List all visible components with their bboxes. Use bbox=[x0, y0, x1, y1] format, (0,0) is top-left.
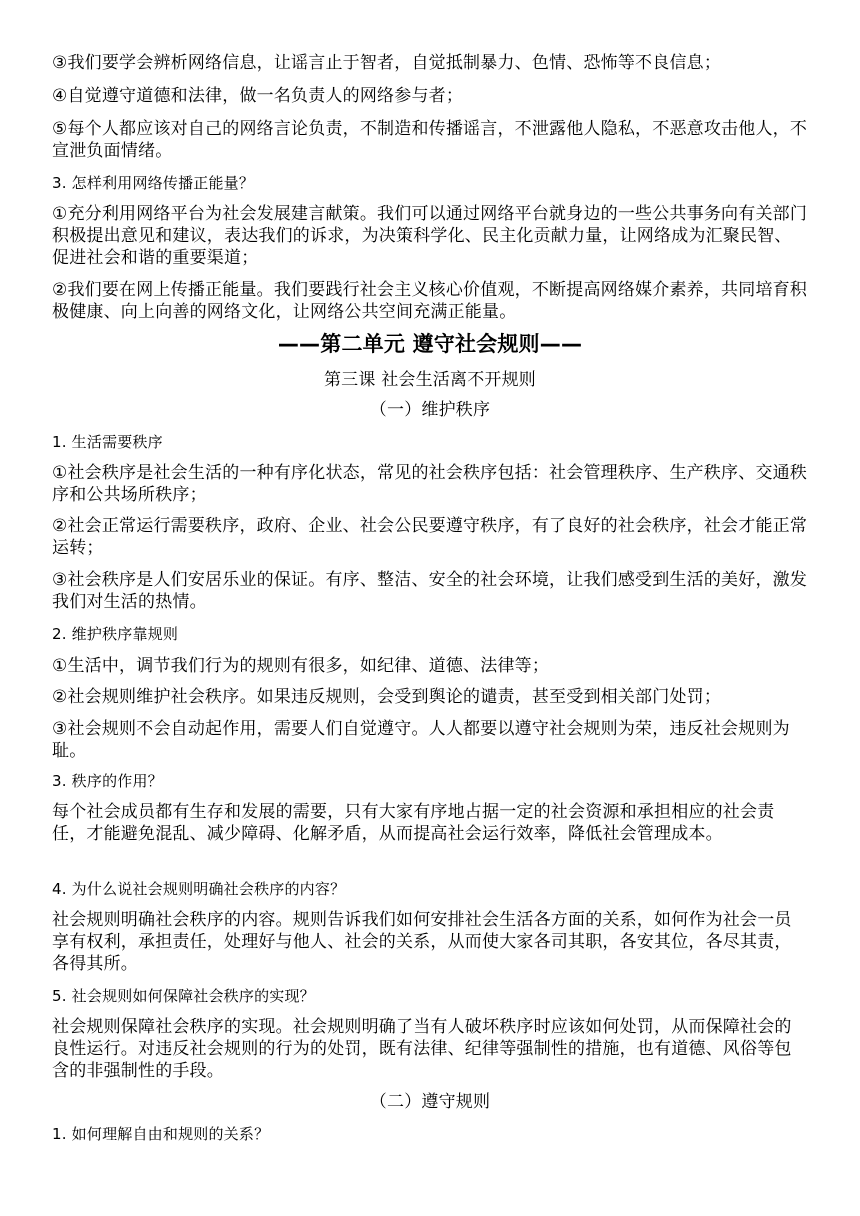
section-title-obey-rules: （二）遵守规则 bbox=[369, 1092, 491, 1112]
paragraph-kinds-of-rules: ①生活中，调节我们行为的规则有很多，如纪律、道德、法律等； bbox=[52, 656, 550, 676]
paragraph-obey-morality-law: ④自觉遵守道德和法律，做一名负责人的网络参与者； bbox=[52, 86, 464, 106]
heading-order-relies-on-rules: 2. 维护秩序靠规则 bbox=[52, 625, 179, 643]
paragraph-role-of-order: 每个社会成员都有生存和发展的需要，只有大家有序地占据一定的社会资源和承担相应的社会责任，才能避免混乱、减少障碍、化解矛盾，从而提高社会运行效率，降低社会管理成本。 bbox=[52, 802, 775, 844]
question-positive-energy: 3. 怎样利用网络传播正能量？ bbox=[52, 174, 255, 192]
paragraph-rules-need-observance: ③社会规则不会自动起作用，需要人们自觉遵守。人人都要以遵守社会规则为荣，违反社会规则为耻。 bbox=[52, 719, 790, 761]
heading-role-of-order: 3. 秩序的作用？ bbox=[52, 772, 163, 790]
paragraph-rumor-discernment: ③我们要学会辨析网络信息，让谣言止于智者，自觉抵制暴力、色情、恐怖等不良信息； bbox=[52, 53, 722, 73]
paragraph-social-order-definition: ①社会秩序是社会生活的一种有序化状态，常见的社会秩序包括：社会管理秩序、生产秩序、交通秩序和公共场所秩序； bbox=[52, 463, 808, 505]
paragraph-rules-define-order: 社会规则明确社会秩序的内容。规则告诉我们如何安排社会生活各方面的关系，如何作为社会一员享有权利，承担责任，处理好与他人、社会的关系，从而使大家各司其职，各安其位，各尽其责，各得其所。 bbox=[52, 910, 792, 974]
heading-life-needs-order: 1. 生活需要秩序 bbox=[52, 433, 163, 451]
paragraph-order-guarantees-life: ③社会秩序是人们安居乐业的保证。有序、整洁、安全的社会环境，让我们感受到生活的美好，激发我们对生活的热情。 bbox=[52, 570, 808, 612]
paragraph-society-needs-order: ②社会正常运行需要秩序，政府、企业、社会公民要遵守秩序，有了良好的社会秩序，社会才能正常运转； bbox=[52, 516, 808, 558]
heading-rules-define-order: 4. 为什么说社会规则明确社会秩序的内容？ bbox=[52, 880, 346, 898]
section-title-maintain-order: （一）维护秩序 bbox=[369, 400, 491, 420]
paragraph-spread-positive-energy: ②我们要在网上传播正能量。我们要践行社会主义核心价值观，不断提高网络媒介素养，共同培育积极健康、向上向善的网络文化，让网络公共空间充满正能量。 bbox=[52, 280, 808, 322]
paragraph-rules-maintain-order: ②社会规则维护社会秩序。如果违反规则，会受到舆论的谴责，甚至受到相关部门处罚； bbox=[52, 687, 722, 707]
heading-rules-guarantee-order: 5. 社会规则如何保障社会秩序的实现？ bbox=[52, 987, 315, 1005]
paragraph-rules-guarantee-order: 社会规则保障社会秩序的实现。社会规则明确了当有人破坏秩序时应该如何处罚，从而保障社会的良性运行。对违反社会规则的行为的处罚，既有法律、纪律等强制性的措施，也有道德、风俗等包含的非强制性的手段。 bbox=[52, 1017, 792, 1081]
heading-freedom-and-rules: 1. 如何理解自由和规则的关系？ bbox=[52, 1125, 270, 1143]
paragraph-online-speech-responsibility: ⑤每个人都应该对自己的网络言论负责，不制造和传播谣言，不泄露他人隐私，不恶意攻击他人，不宣泄负面情绪。 bbox=[52, 119, 808, 161]
paragraph-network-platform-suggestions: ①充分利用网络平台为社会发展建言献策。我们可以通过网络平台就身边的一些公共事务向有关部门积极提出意见和建议，表达我们的诉求，为决策科学化、民主化贡献力量，让网络成为汇聚民智、促进社会和谐的重要渠道； bbox=[52, 204, 808, 268]
unit-title: ——第二单元 遵守社会规则—— bbox=[277, 332, 583, 356]
lesson-title: 第三课 社会生活离不开规则 bbox=[323, 370, 536, 390]
